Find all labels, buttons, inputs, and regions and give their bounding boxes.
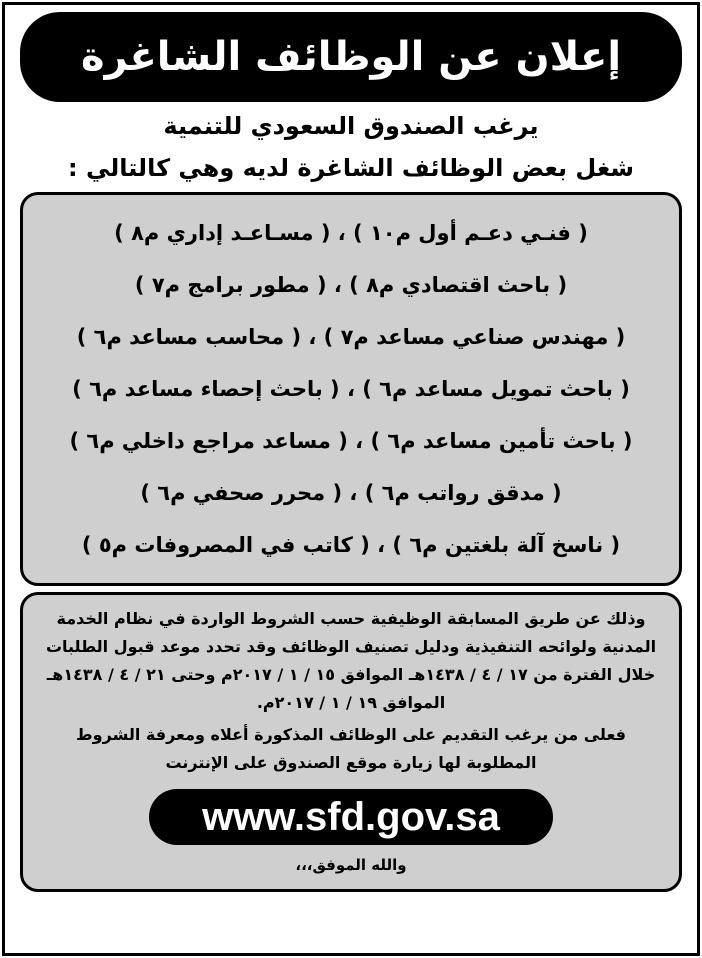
website-link[interactable]: www.sfd.gov.sa <box>149 789 553 845</box>
job-line: ( مهندس صناعي مساعد م٧ ) ، ( محاسب مساعد م٦ ) <box>76 325 626 349</box>
job-line: ( باحث اقتصادي م٨ ) ، ( مطور برامج م٧ ) <box>134 273 568 297</box>
ad-title: إعلان عن الوظائف الشاغرة <box>20 12 682 102</box>
closing-text: والله الموفق،،، <box>295 856 407 874</box>
job-line: ( باحث تأمين مساعد م٦ ) ، ( مساعد مراجع داخلي م٦ ) <box>69 429 633 453</box>
job-line: ( مدقق رواتب م٦ ) ، ( محرر صحفي م٦ ) <box>140 481 562 505</box>
jobs-list <box>20 192 682 586</box>
info-box <box>20 592 682 892</box>
subtitle-line-2: شغل بعض الوظائف الشاغرة لديه وهي كالتالي : <box>68 154 634 182</box>
ad-frame <box>2 2 700 956</box>
conditions-paragraph: وذلك عن طريق المسابقة الوظيفية حسب الشروط الواردة في نظام الخدمة المدنية ولوائحه التنفيذية ودليل تصنيف الوظائف وقد تحدد موعد قبول الطلبات خلال الفترة من ١٧ / ٤ / ١٤٣٨هـ الموافق ١٥ / ١ / ٢٠١٧م وحتى ٢١ / ٤ / ١٤٣٨هـ الموافق ١٩ / ١ / ٢٠١٧م. <box>45 609 657 712</box>
apply-paragraph: فعلى من يرغب التقديم على الوظائف المذكورة أعلاه ومعرفة الشروط المطلوبة لها زيارة موقع الصندوق على الإنترنت <box>76 725 626 772</box>
subtitle-line-1: يرغب الصندوق السعودي للتنمية <box>163 112 539 140</box>
job-line: ( باحث تمويل مساعد م٦ ) ، ( باحث إحصاء مساعد م٦ ) <box>72 377 630 401</box>
job-line: ( فنـي دعـم أول م١٠ ) ، ( مسـاعـد إداري م٨ ) <box>114 221 588 245</box>
job-line: ( ناسخ آلة بلغتين م٦ ) ، ( كاتب في المصروفات م٥ ) <box>81 533 621 557</box>
